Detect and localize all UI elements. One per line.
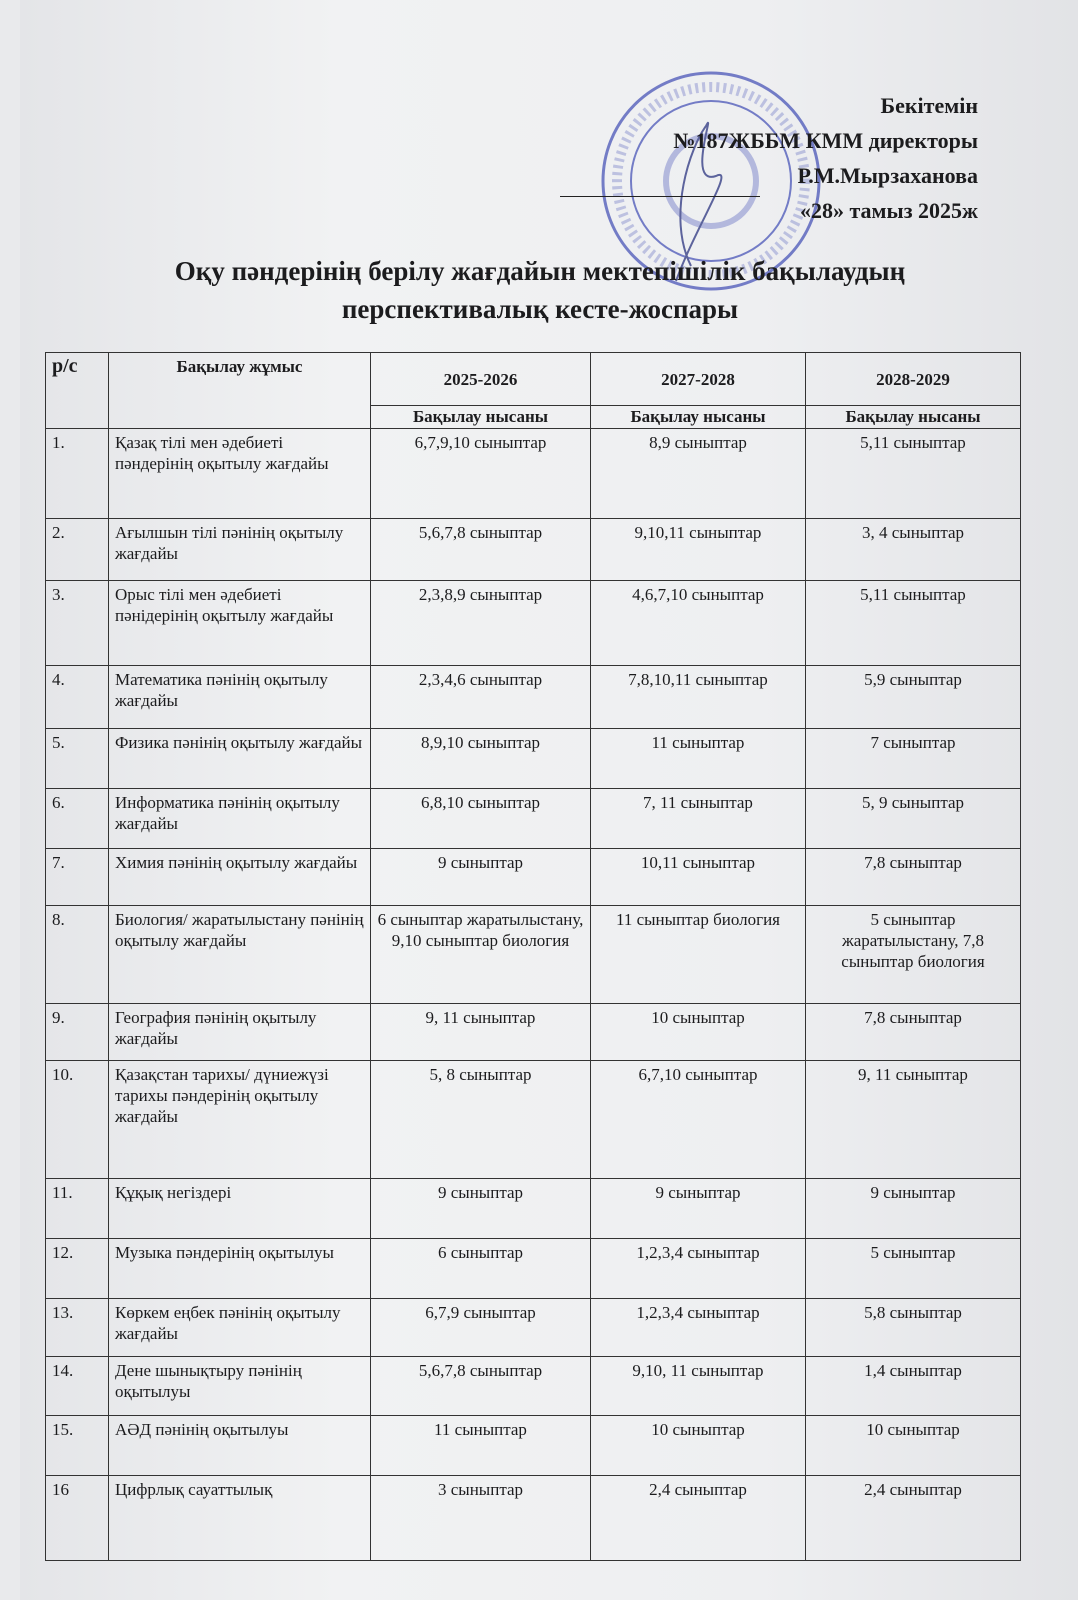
control-object: 10 сыныптар (806, 1416, 1021, 1476)
control-object: 1,2,3,4 сыныптар (591, 1299, 806, 1357)
title-line: перспективалық кесте-жоспары (341, 294, 739, 324)
approval-line: Бекітемін (880, 93, 978, 118)
control-work: Цифрлық сауаттылық (109, 1476, 371, 1561)
row-number: 6. (46, 789, 109, 849)
approval-line: Р.М.Мырзаханова (797, 163, 978, 188)
row-number: 9. (46, 1004, 109, 1061)
control-object: 6 сыныптар жаратылыстану, 9,10 сыныптар биология (371, 906, 591, 1004)
table-row (46, 1061, 1021, 1179)
control-object: 8,9 сыныптар (591, 429, 806, 519)
row-number: 16 (46, 1476, 109, 1561)
approval-block (673, 88, 978, 228)
control-object: 7,8 сыныптар (806, 849, 1021, 906)
row-number: 2. (46, 519, 109, 581)
header-num: р/с (46, 353, 109, 429)
control-object: 9 сыныптар (591, 1179, 806, 1239)
control-object: 11 сыныптар (591, 729, 806, 789)
control-object: 5 сыныптар жаратылыстану, 7,8 сыныптар биология (806, 906, 1021, 1004)
control-object: 5, 8 сыныптар (371, 1061, 591, 1179)
table-row (46, 906, 1021, 1004)
control-object: 3, 4 сыныптар (806, 519, 1021, 581)
control-object: 7,8,10,11 сыныптар (591, 666, 806, 729)
table-row (46, 581, 1021, 666)
control-work: Орыс тілі мен әдебиеті пәнідерінің оқытылу жағдайы (109, 581, 371, 666)
table-row (46, 429, 1021, 519)
control-object: 11 сыныптар (371, 1416, 591, 1476)
header-work: Бақылау жұмыс (109, 353, 371, 429)
header-sub: Бақылау нысаны (591, 406, 806, 429)
control-work: География пәнінің оқытылу жағдайы (109, 1004, 371, 1061)
control-object: 11 сыныптар биология (591, 906, 806, 1004)
control-work: Информатика пәнінің оқытылу жағдайы (109, 789, 371, 849)
control-object: 5 сыныптар (806, 1239, 1021, 1299)
control-object: 9 сыныптар (371, 849, 591, 906)
schedule-table (45, 352, 1021, 1561)
control-object: 2,3,8,9 сыныптар (371, 581, 591, 666)
control-object: 6 сыныптар (371, 1239, 591, 1299)
control-work: Ағылшын тілі пәнінің оқытылу жағдайы (109, 519, 371, 581)
control-object: 1,4 сыныптар (806, 1357, 1021, 1416)
table-row (46, 1416, 1021, 1476)
control-work: Қазақ тілі мен әдебиеті пәндерінің оқытылу жағдайы (109, 429, 371, 519)
header-year: 2025-2026 (371, 353, 591, 406)
row-number: 5. (46, 729, 109, 789)
table-row (46, 729, 1021, 789)
control-work: Көркем еңбек пәнінің оқытылу жағдайы (109, 1299, 371, 1357)
control-object: 5,11 сыныптар (806, 429, 1021, 519)
row-number: 1. (46, 429, 109, 519)
control-work: Қазақстан тарихы/ дүниежүзі тарихы пәндерінің оқытылу жағдайы (109, 1061, 371, 1179)
row-number: 7. (46, 849, 109, 906)
control-object: 9 сыныптар (806, 1179, 1021, 1239)
control-object: 5,11 сыныптар (806, 581, 1021, 666)
control-object: 8,9,10 сыныптар (371, 729, 591, 789)
approval-line: №187ЖББМ КММ директоры (673, 128, 978, 153)
row-number: 14. (46, 1357, 109, 1416)
control-object: 5,6,7,8 сыныптар (371, 1357, 591, 1416)
table-row (46, 1299, 1021, 1357)
table-row (46, 1179, 1021, 1239)
header-sub: Бақылау нысаны (806, 406, 1021, 429)
header-year: 2027-2028 (591, 353, 806, 406)
control-object: 5,8 сыныптар (806, 1299, 1021, 1357)
control-work: Биология/ жаратылыстану пәнінің оқытылу жағдайы (109, 906, 371, 1004)
table-row (46, 789, 1021, 849)
table-row (46, 849, 1021, 906)
control-object: 6,7,9,10 сыныптар (371, 429, 591, 519)
control-object: 2,4 сыныптар (806, 1476, 1021, 1561)
control-object: 10 сыныптар (591, 1004, 806, 1061)
control-object: 10,11 сыныптар (591, 849, 806, 906)
control-object: 2,4 сыныптар (591, 1476, 806, 1561)
document-title (60, 252, 1020, 328)
row-number: 15. (46, 1416, 109, 1476)
row-number: 11. (46, 1179, 109, 1239)
control-object: 9 сыныптар (371, 1179, 591, 1239)
control-work: Химия пәнінің оқытылу жағдайы (109, 849, 371, 906)
control-object: 3 сыныптар (371, 1476, 591, 1561)
table-row (46, 1004, 1021, 1061)
control-work: Дене шынықтыру пәнінің оқытылуы (109, 1357, 371, 1416)
control-object: 7 сыныптар (806, 729, 1021, 789)
control-work: Музыка пәндерінің оқытылуы (109, 1239, 371, 1299)
row-number: 12. (46, 1239, 109, 1299)
control-work: Математика пәнінің оқытылу жағдайы (109, 666, 371, 729)
control-object: 9,10, 11 сыныптар (591, 1357, 806, 1416)
control-work: Құқық негіздері (109, 1179, 371, 1239)
row-number: 10. (46, 1061, 109, 1179)
table-row (46, 666, 1021, 729)
control-work: АӘД пәнінің оқытылуы (109, 1416, 371, 1476)
row-number: 3. (46, 581, 109, 666)
control-object: 5, 9 сыныптар (806, 789, 1021, 849)
control-object: 2,3,4,6 сыныптар (371, 666, 591, 729)
row-number: 13. (46, 1299, 109, 1357)
approval-line: «28» тамыз 2025ж (799, 198, 978, 223)
table-row (46, 1476, 1021, 1561)
control-work: Физика пәнінің оқытылу жағдайы (109, 729, 371, 789)
control-object: 5,6,7,8 сыныптар (371, 519, 591, 581)
header-year: 2028-2029 (806, 353, 1021, 406)
control-object: 6,7,9 сыныптар (371, 1299, 591, 1357)
control-object: 4,6,7,10 сыныптар (591, 581, 806, 666)
table-row (46, 1357, 1021, 1416)
title-line: Оқу пәндерінің берілу жағдайын мектепішілік бақылаудың (174, 256, 906, 286)
control-object: 5,9 сыныптар (806, 666, 1021, 729)
header-sub: Бақылау нысаны (371, 406, 591, 429)
control-object: 9, 11 сыныптар (806, 1061, 1021, 1179)
control-object: 10 сыныптар (591, 1416, 806, 1476)
table-row (46, 519, 1021, 581)
control-object: 9, 11 сыныптар (371, 1004, 591, 1061)
control-object: 7,8 сыныптар (806, 1004, 1021, 1061)
control-object: 1,2,3,4 сыныптар (591, 1239, 806, 1299)
control-object: 9,10,11 сыныптар (591, 519, 806, 581)
table-row (46, 1239, 1021, 1299)
control-object: 6,7,10 сыныптар (591, 1061, 806, 1179)
row-number: 8. (46, 906, 109, 1004)
control-object: 6,8,10 сыныптар (371, 789, 591, 849)
row-number: 4. (46, 666, 109, 729)
control-object: 7, 11 сыныптар (591, 789, 806, 849)
